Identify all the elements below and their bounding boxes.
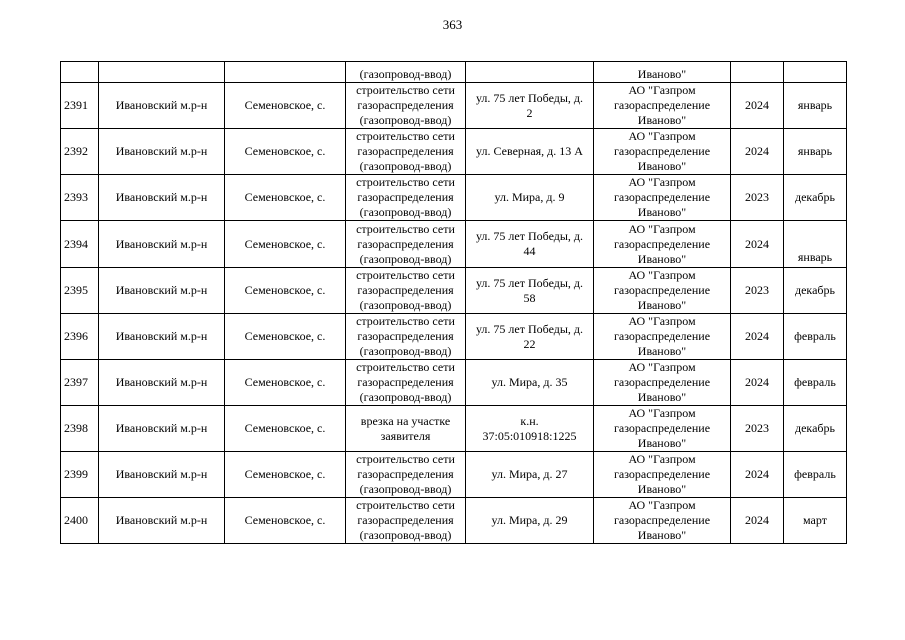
table-row: [61, 129, 847, 175]
cell-settlement: Семеновское, с.: [225, 83, 346, 129]
cell-settlement: Семеновское, с.: [225, 360, 346, 406]
cell-settlement: Семеновское, с.: [225, 129, 346, 175]
cell-year: 2023: [731, 406, 784, 452]
cell-num: 2392: [61, 129, 99, 175]
cell-month: январь: [784, 221, 847, 268]
cell-work: строительство сети газораспределения (газопровод-ввод): [346, 314, 466, 360]
cell-settlement: Семеновское, с.: [225, 406, 346, 452]
cell-work: строительство сети газораспределения (газопровод-ввод): [346, 221, 466, 268]
cell-address: ул. Северная, д. 13 А: [466, 129, 594, 175]
cell-org: АО "Газпром газораспределение Иваново": [594, 452, 731, 498]
cell-num: 2400: [61, 498, 99, 544]
cell-work: врезка на участке заявителя: [346, 406, 466, 452]
cell-work: строительство сети газораспределения (газопровод-ввод): [346, 498, 466, 544]
cell-address: ул. Мира, д. 9: [466, 175, 594, 221]
cell-org: АО "Газпром газораспределение Иваново": [594, 175, 731, 221]
cell-year: 2024: [731, 498, 784, 544]
table-row: [61, 406, 847, 452]
cell-year: 2024: [731, 314, 784, 360]
cell-address: ул. Мира, д. 35: [466, 360, 594, 406]
cell-year: 2024: [731, 360, 784, 406]
cell-month: декабрь: [784, 175, 847, 221]
cell-year: 2024: [731, 83, 784, 129]
cell-month: декабрь: [784, 406, 847, 452]
table-row: [61, 221, 847, 268]
cell-address: ул. 75 лет Победы, д. 2: [466, 83, 594, 129]
cell-year: 2024: [731, 452, 784, 498]
cell-address: к.н. 37:05:010918:1225: [466, 406, 594, 452]
cell-month: январь: [784, 129, 847, 175]
cell-org: АО "Газпром газораспределение Иваново": [594, 221, 731, 268]
table-row: [61, 314, 847, 360]
cell-num: 2396: [61, 314, 99, 360]
cell-num: 2397: [61, 360, 99, 406]
cell-settlement: Семеновское, с.: [225, 221, 346, 268]
cell-settlement: Семеновское, с.: [225, 498, 346, 544]
cell-district: Ивановский м.р-н: [99, 314, 225, 360]
cell-year: 2024: [731, 129, 784, 175]
page-number: 363: [442, 17, 463, 32]
table-row: [61, 268, 847, 314]
cell-year: 2023: [731, 175, 784, 221]
cell-district: Ивановский м.р-н: [99, 221, 225, 268]
cell-district: Ивановский м.р-н: [99, 360, 225, 406]
table-row: [61, 175, 847, 221]
cell-settlement: Семеновское, с.: [225, 452, 346, 498]
cell-address: ул. 75 лет Победы, д. 22: [466, 314, 594, 360]
cell-settlement: [225, 62, 346, 83]
cell-work: строительство сети газораспределения (газопровод-ввод): [346, 129, 466, 175]
cell-settlement: Семеновское, с.: [225, 175, 346, 221]
cell-year: 2024: [731, 221, 784, 268]
table-row: [61, 83, 847, 129]
cell-org: АО "Газпром газораспределение Иваново": [594, 314, 731, 360]
cell-month: декабрь: [784, 268, 847, 314]
table-row: [61, 498, 847, 544]
table-body: [61, 62, 847, 544]
cell-month: февраль: [784, 314, 847, 360]
cell-district: Ивановский м.р-н: [99, 452, 225, 498]
cell-district: Ивановский м.р-н: [99, 175, 225, 221]
continuation-row: [61, 62, 847, 83]
table-row: [61, 360, 847, 406]
table-row: [61, 452, 847, 498]
cell-work: строительство сети газораспределения (газопровод-ввод): [346, 268, 466, 314]
cell-settlement: Семеновское, с.: [225, 314, 346, 360]
cell-address: ул. Мира, д. 29: [466, 498, 594, 544]
cell-address: [466, 62, 594, 83]
cell-org: АО "Газпром газораспределение Иваново": [594, 406, 731, 452]
cell-num: 2399: [61, 452, 99, 498]
cell-num: 2395: [61, 268, 99, 314]
cell-org: АО "Газпром газораспределение Иваново": [594, 129, 731, 175]
cell-org: АО "Газпром газораспределение Иваново": [594, 498, 731, 544]
cell-district: Ивановский м.р-н: [99, 498, 225, 544]
cell-work: строительство сети газораспределения (газопровод-ввод): [346, 452, 466, 498]
cell-district: Ивановский м.р-н: [99, 406, 225, 452]
cell-district: Ивановский м.р-н: [99, 83, 225, 129]
cell-month: январь: [784, 83, 847, 129]
cell-work: строительство сети газораспределения (газопровод-ввод): [346, 360, 466, 406]
cell-org: АО "Газпром газораспределение Иваново": [594, 360, 731, 406]
cell-num: 2391: [61, 83, 99, 129]
cell-address: ул. Мира, д. 27: [466, 452, 594, 498]
cell-settlement: Семеновское, с.: [225, 268, 346, 314]
cell-year: [731, 62, 784, 83]
cell-org: АО "Газпром газораспределение Иваново": [594, 268, 731, 314]
cell-org: АО "Газпром газораспределение Иваново": [594, 83, 731, 129]
cell-district: [99, 62, 225, 83]
cell-month: февраль: [784, 360, 847, 406]
cell-num: 2398: [61, 406, 99, 452]
cell-num: [61, 62, 99, 83]
cell-month: февраль: [784, 452, 847, 498]
cell-work: строительство сети газораспределения (газопровод-ввод): [346, 83, 466, 129]
cell-num: 2394: [61, 221, 99, 268]
cell-month: март: [784, 498, 847, 544]
cell-org: Иваново": [594, 62, 731, 83]
cell-work: строительство сети газораспределения (газопровод-ввод): [346, 175, 466, 221]
cell-district: Ивановский м.р-н: [99, 268, 225, 314]
cell-address: ул. 75 лет Победы, д. 58: [466, 268, 594, 314]
cell-num: 2393: [61, 175, 99, 221]
cell-address: ул. 75 лет Победы, д. 44: [466, 221, 594, 268]
cell-year: 2023: [731, 268, 784, 314]
cell-district: Ивановский м.р-н: [99, 129, 225, 175]
cell-month: [784, 62, 847, 83]
cell-work: (газопровод-ввод): [346, 62, 466, 83]
gasification-schedule-table: [60, 61, 847, 544]
